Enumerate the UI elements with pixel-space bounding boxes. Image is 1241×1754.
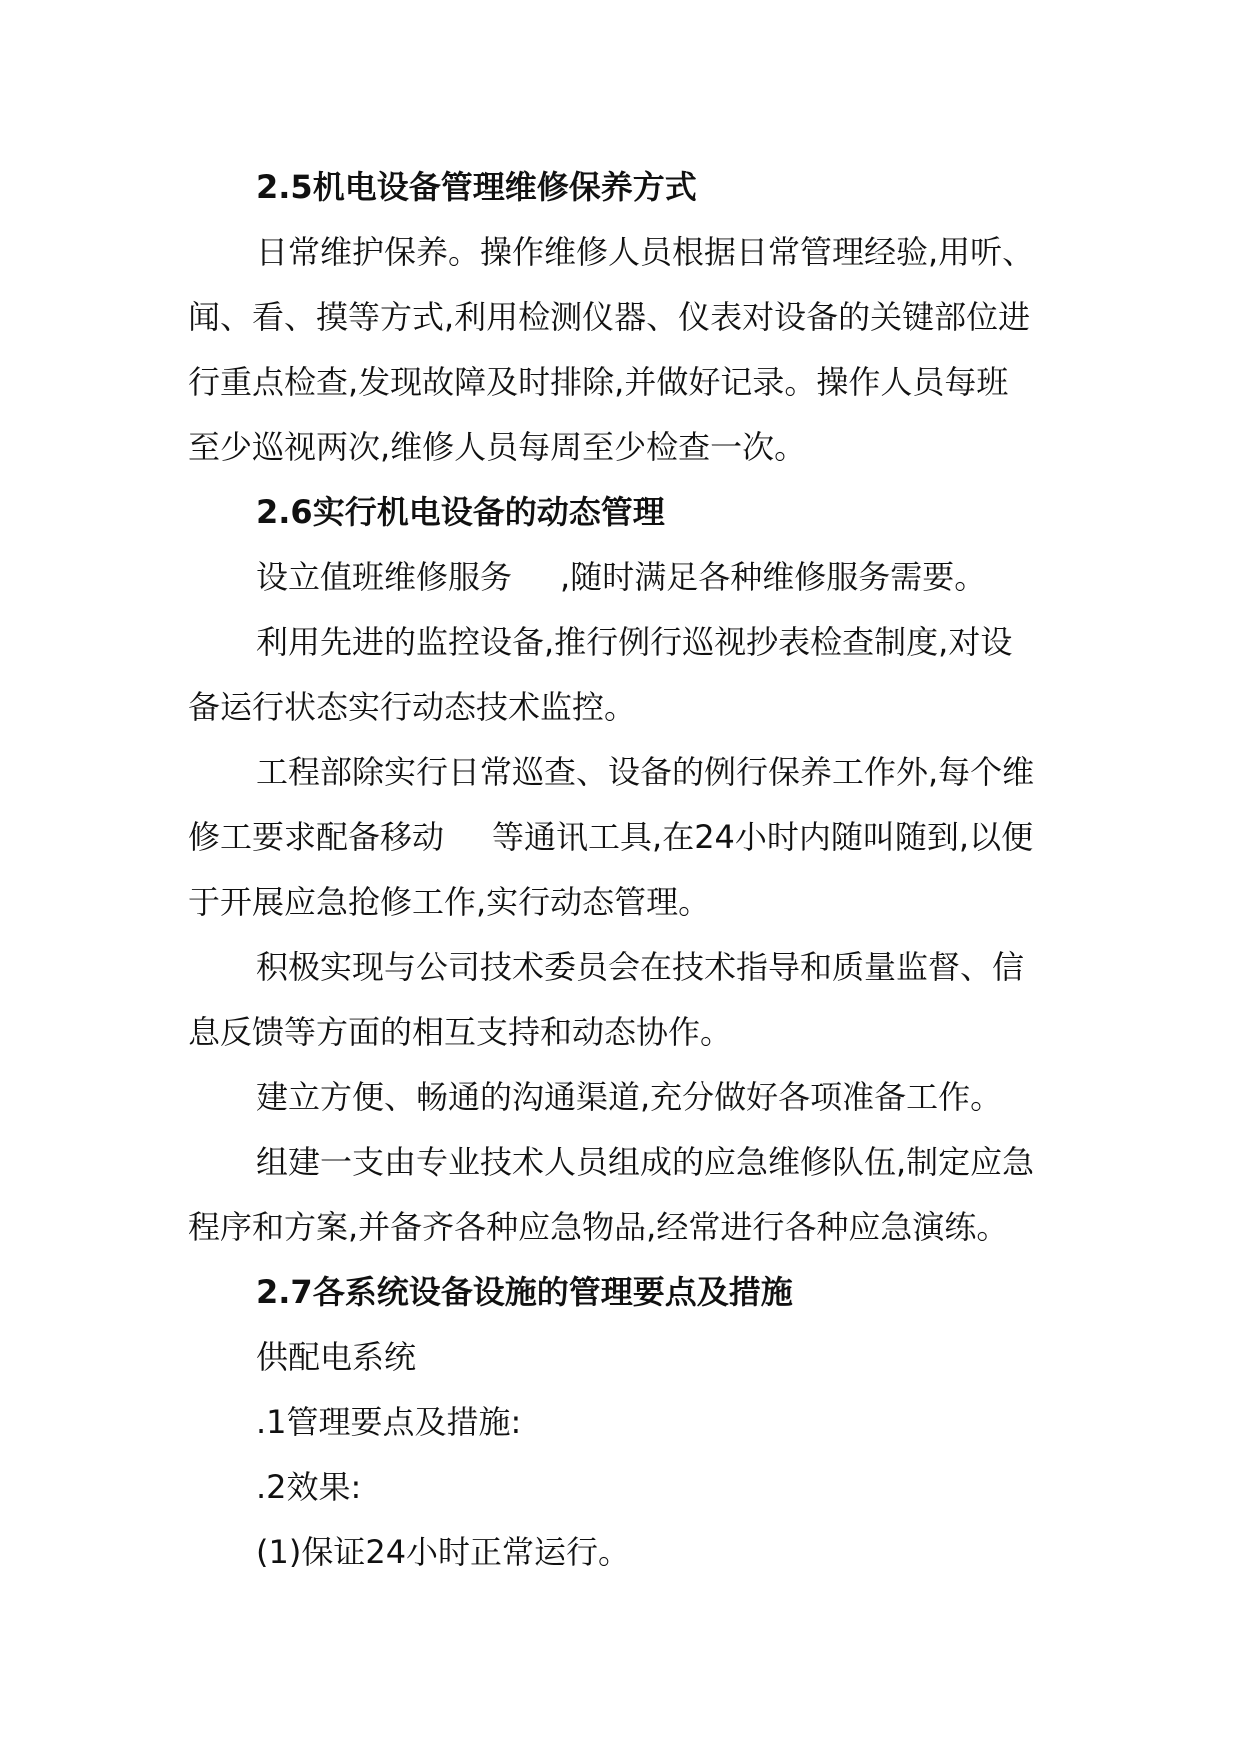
paragraph-line: 建立方便、畅通的沟通渠道,充分做好各项准备工作。 — [256, 1078, 1003, 1116]
paragraph-line: 组建一支由专业技术人员组成的应急维修队伍,制定应急 — [256, 1143, 1035, 1181]
section-heading-2-6: 2.6实行机电设备的动态管理 — [256, 493, 665, 531]
paragraph-line: 工程部除实行日常巡查、设备的例行保养工作外,每个维 — [256, 753, 1035, 791]
paragraph-line: 日常维护保养。操作维修人员根据日常管理经验,用听、 — [256, 233, 1035, 271]
document-body — [188, 155, 1068, 1585]
paragraph-line: 备运行状态实行动态技术监控。 — [188, 688, 637, 726]
paragraph-line: 积极实现与公司技术委员会在技术指导和质量监督、信 — [256, 948, 1025, 986]
list-item: (1)保证24小时正常运行。 — [256, 1533, 631, 1571]
paragraph-line: 程序和方案,并备齐各种应急物品,经常进行各种应急演练。 — [188, 1208, 1009, 1246]
paragraph-line — [188, 545, 1068, 610]
section-heading-2-7: 2.7各系统设备设施的管理要点及措施 — [256, 1273, 793, 1311]
paragraph-line — [188, 805, 1068, 870]
paragraph-line: 利用先进的监控设备,推行例行巡视抄表检查制度,对设 — [256, 623, 1013, 661]
text-run: 等通讯工具,在24小时内随叫随到,以便 — [492, 818, 1034, 856]
text-run: 修工要求配备移动 — [188, 818, 445, 856]
paragraph-line: 息反馈等方面的相互支持和动态协作。 — [188, 1013, 733, 1051]
text-run: ,随时满足各种维修服务需要。 — [560, 558, 987, 596]
list-item: .1管理要点及措施: — [256, 1403, 522, 1441]
paragraph-line: 闻、看、摸等方式,利用检测仪器、仪表对设备的关键部位进 — [188, 298, 1031, 336]
list-item: 供配电系统 — [256, 1338, 417, 1376]
paragraph-line: 至少巡视两次,维修人员每周至少检查一次。 — [188, 428, 807, 466]
section-heading-2-5: 2.5机电设备管理维修保养方式 — [256, 168, 697, 206]
paragraph-line: 于开展应急抢修工作,实行动态管理。 — [188, 883, 711, 921]
paragraph-line: 行重点检查,发现故障及时排除,并做好记录。操作人员每班 — [188, 363, 1009, 401]
list-item: .2效果: — [256, 1468, 362, 1506]
text-run: 设立值班维修服务 — [256, 558, 513, 596]
